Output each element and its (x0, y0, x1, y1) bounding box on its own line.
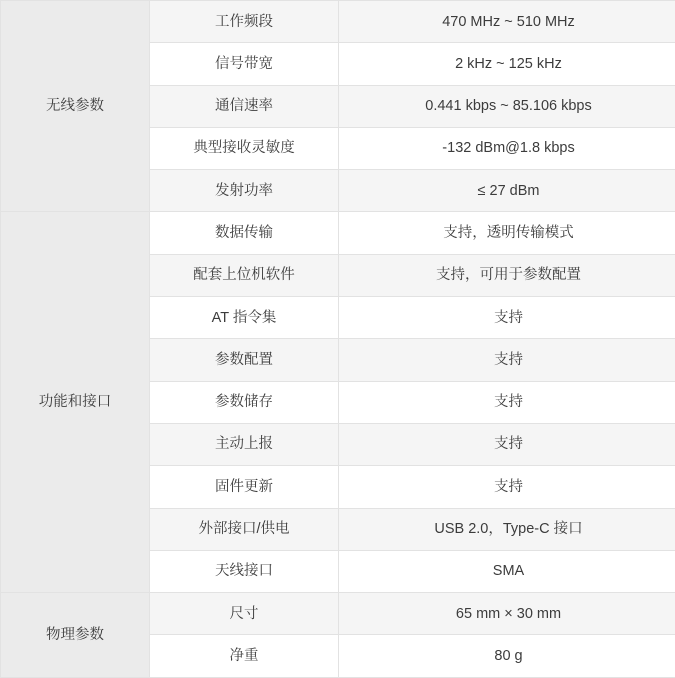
spec-item-name: 工作频段 (150, 1, 339, 43)
spec-item-value: 支持 (339, 339, 675, 381)
spec-item-name: 配套上位机软件 (150, 254, 339, 296)
specification-table-body (1, 1, 675, 678)
spec-item-value: 470 MHz ~ 510 MHz (339, 1, 675, 43)
table-row (1, 593, 675, 635)
group-label-physical: 物理参数 (1, 593, 150, 678)
spec-item-value: 80 g (339, 635, 675, 677)
spec-item-name: 参数储存 (150, 381, 339, 423)
group-label-wireless: 无线参数 (1, 1, 150, 212)
spec-item-value: 支持 (339, 423, 675, 465)
table-row (1, 212, 675, 254)
spec-item-value: 支持 (339, 381, 675, 423)
spec-item-value: 支持 (339, 466, 675, 508)
spec-item-value: -132 dBm@1.8 kbps (339, 127, 675, 169)
spec-item-value: 65 mm × 30 mm (339, 593, 675, 635)
spec-item-name: 典型接收灵敏度 (150, 127, 339, 169)
spec-item-name: 尺寸 (150, 593, 339, 635)
spec-item-name: 参数配置 (150, 339, 339, 381)
spec-item-value: 支持，透明传输模式 (339, 212, 675, 254)
spec-item-name: 通信速率 (150, 85, 339, 127)
spec-item-value: 支持 (339, 297, 675, 339)
spec-item-name: 固件更新 (150, 466, 339, 508)
spec-item-name: 信号带宽 (150, 43, 339, 85)
spec-item-name: 主动上报 (150, 423, 339, 465)
spec-item-value: SMA (339, 550, 675, 592)
spec-item-name: 天线接口 (150, 550, 339, 592)
spec-item-value: ≤ 27 dBm (339, 170, 675, 212)
spec-item-name: 发射功率 (150, 170, 339, 212)
spec-item-value: 0.441 kbps ~ 85.106 kbps (339, 85, 675, 127)
spec-item-name: 数据传输 (150, 212, 339, 254)
spec-item-value: 2 kHz ~ 125 kHz (339, 43, 675, 85)
group-label-function-interface: 功能和接口 (1, 212, 150, 593)
spec-item-value: USB 2.0，Type-C 接口 (339, 508, 675, 550)
spec-item-name: 净重 (150, 635, 339, 677)
spec-item-name: AT 指令集 (150, 297, 339, 339)
table-row (1, 1, 675, 43)
spec-item-value: 支持，可用于参数配置 (339, 254, 675, 296)
spec-item-name: 外部接口/供电 (150, 508, 339, 550)
